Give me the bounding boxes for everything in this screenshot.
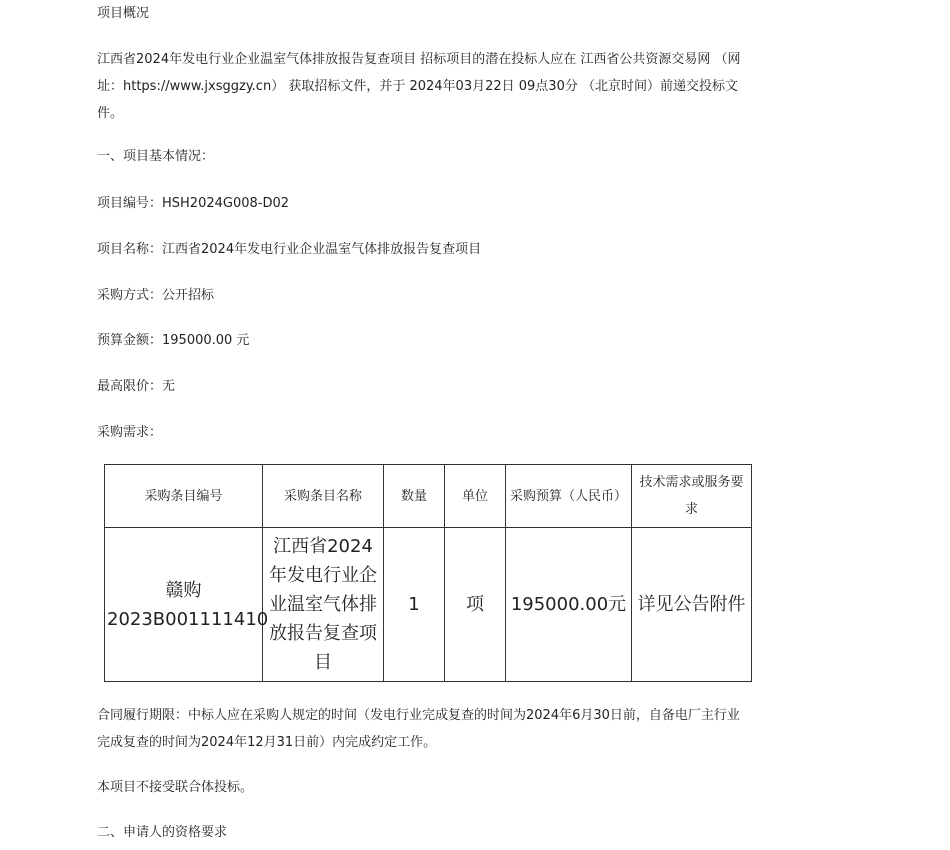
col-header-item-code: 采购条目编号 [105,465,263,528]
col-header-requirements: 技术需求或服务要求 [632,465,752,528]
budget-amount: 预算金额：195000.00 元 [97,333,250,348]
price-cap: 最高限价：无 [97,379,176,394]
contract-period: 合同履行期限：中标人应在采购人规定的时间（发电行业完成复查的时间为2024年6月30日前，自备电厂主行业完成复查的时间为2024年12月31日前）内完成约定工作。 [97,708,740,750]
cell-unit: 项 [445,528,506,682]
table-row [105,528,752,682]
cell-requirements: 详见公告附件 [632,528,752,682]
consortium-note: 本项目不接受联合体投标。 [97,780,254,795]
requirements-label: 采购需求： [97,425,163,440]
col-header-unit: 单位 [445,465,506,528]
col-header-budget: 采购预算（人民币） [506,465,632,528]
cell-item-name: 江西省2024年发电行业企业温室气体排放报告复查项目 [263,528,384,682]
cell-budget: 195000.00元 [506,528,632,682]
cell-quantity: 1 [384,528,445,682]
overview-heading: 项目概况 [97,6,150,21]
section-qualification-heading: 二、申请人的资格要求 [97,825,228,840]
project-name: 项目名称：江西省2024年发电行业企业温室气体排放报告复查项目 [97,242,482,257]
table-header-row [105,465,752,528]
section-basic-info-heading: 一、项目基本情况： [97,149,215,164]
cell-item-code: 赣购2023B001111410 [105,528,263,682]
col-header-item-name: 采购条目名称 [263,465,384,528]
project-code: 项目编号：HSH2024G008-D02 [97,196,290,211]
intro-paragraph: 江西省2024年发电行业企业温室气体排放报告复查项目 招标项目的潜在投标人应在 江西省公共资源交易网 （网址：https://www.jxsggzy.cn） 获取招标文件，并于 2024年03月22日 09点30分 （北京时间）前递交投标文件。 [97,52,741,121]
requirements-table [104,464,752,682]
procurement-method: 采购方式：公开招标 [97,288,215,303]
col-header-quantity: 数量 [384,465,445,528]
